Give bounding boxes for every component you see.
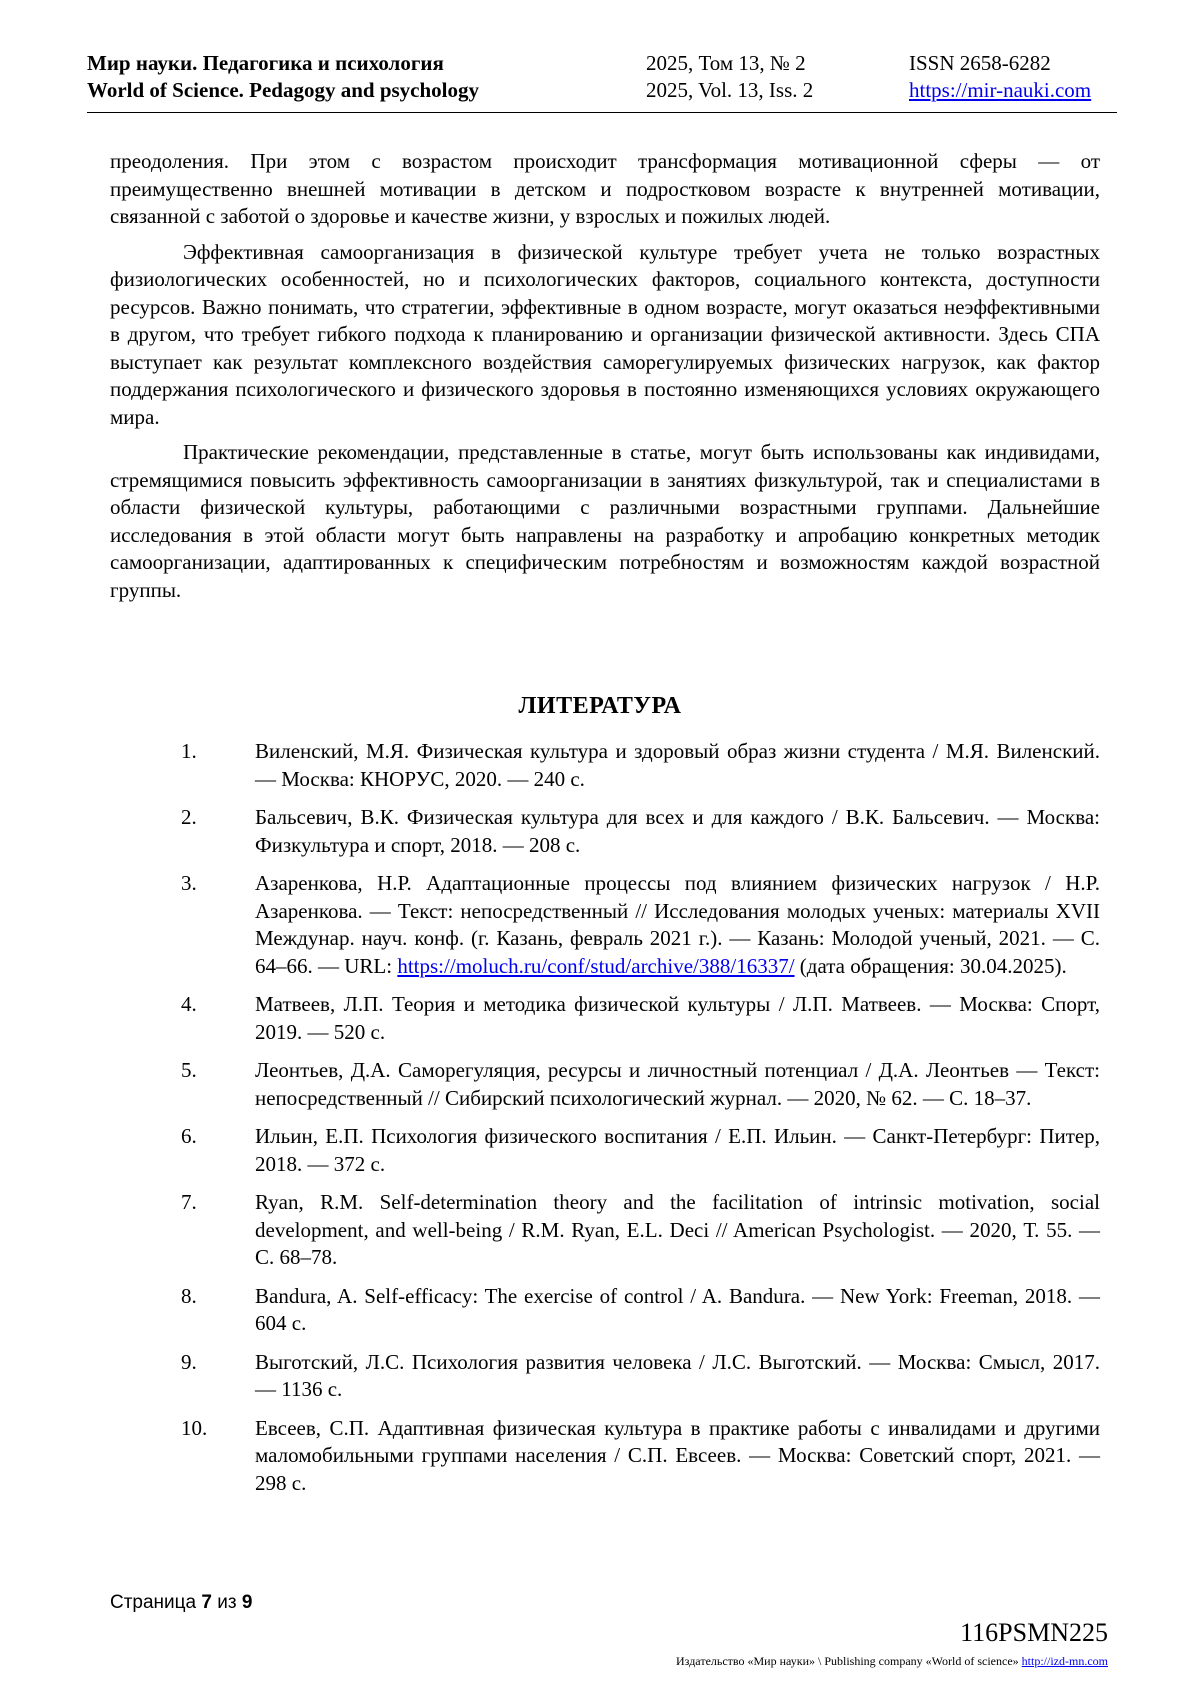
journal-title-en: World of Science. Pedagogy and psychology — [87, 78, 480, 102]
reference-item — [110, 991, 1100, 1046]
reference-item — [110, 1123, 1100, 1178]
publisher-text: Издательство «Мир науки» \ Publishing company «World of science» — [676, 1654, 1019, 1668]
issn-block — [909, 50, 1091, 104]
issn: ISSN 2658-6282 — [909, 51, 1051, 75]
reference-number: 7. — [181, 1190, 197, 1214]
reference-number: 5. — [181, 1058, 197, 1082]
page-of: из — [217, 1592, 237, 1613]
reference-item — [110, 1349, 1100, 1404]
reference-text: Выготский, Л.С. Психология развития человека / Л.С. Выготский. — Москва: Смысл, 2017. — 1136 с. — [255, 1349, 1100, 1401]
journal-title — [87, 50, 479, 104]
reference-item — [110, 1283, 1100, 1338]
reference-number: 6. — [181, 1124, 197, 1148]
journal-link[interactable]: https://mir-nauki.com — [909, 78, 1092, 102]
reference-link[interactable]: https://moluch.ru/conf/stud/archive/388/16337/ — [397, 953, 795, 978]
reference-text: Bandura, A. Self-efficacy: The exercise of control / A. Bandura. — New York: Freeman, 2018. — 604 с. — [255, 1283, 1100, 1335]
paragraph: преодоления. При этом с возрастом происходит трансформация мотивационной сферы — от преимущественно внешней мотивации в детском и подростковом возрасте к внутренней мотивации, связанной с заботой о здоровье и качестве жизни, у взрослых и пожилых людей. — [110, 149, 1100, 228]
reference-number: 1. — [181, 739, 197, 763]
reference-item — [110, 738, 1100, 793]
article-body — [110, 148, 1100, 612]
reference-item — [110, 1415, 1100, 1498]
reference-item — [110, 1189, 1100, 1272]
reference-text: Матвеев, Л.П. Теория и методика физической культуры / Л.П. Матвеев. — Москва: Спорт, 2019. — 520 с. — [255, 992, 1100, 1044]
reference-text-block — [255, 870, 1100, 980]
reference-number: 2. — [181, 805, 197, 829]
reference-text: Ryan, R.M. Self-determination theory and the facilitation of intrinsic motivation, social development, and well-being / R.M. Ryan, E.L. Deci // American Psychologist. — 2020, Т. 55. — С. 68–78. — [255, 1190, 1100, 1269]
reference-number: 3. — [181, 871, 197, 895]
reference-access-date: (дата обращения: 30.04.2025). — [794, 953, 1067, 978]
literature-heading: ЛИТЕРАТУРА — [518, 693, 682, 719]
reference-text: Виленский, М.Я. Физическая культура и здоровый образ жизни студента / М.Я. Виленский. — Москва: КНОРУС, 2020. — 240 с. — [255, 739, 1100, 791]
reference-text: Азаренкова, Н.Р. Адаптационные процессы под влиянием физических нагрузок / Н.Р. Азаренкова. — Текст: непосредственный // Исследования молодых ученых: материалы XVII Междунар. науч. конф. (г. Казань, февраль 2021 г.). — Казань: Молодой ученый, 2021. — С. 64–66. — URL: — [255, 871, 1100, 978]
reference-item — [110, 1057, 1100, 1112]
publisher-link[interactable]: http://izd-mn.com — [1021, 1654, 1108, 1668]
page-number — [110, 1592, 252, 1614]
journal-title-ru: Мир науки. Педагогика и психология — [87, 51, 444, 75]
reference-number: 4. — [181, 992, 197, 1016]
reference-text: Евсеев, С.П. Адаптивная физическая культура в практике работы с инвалидами и другими маломобильными группами населения / С.П. Евсеев. — Москва: Советский спорт, 2021. — 298 с. — [255, 1415, 1100, 1495]
publisher-line — [676, 1654, 1108, 1669]
page-label: Страница — [110, 1592, 197, 1613]
issue-info-en: 2025, Vol. 13, Iss. 2 — [646, 78, 814, 102]
page-current: 7 — [201, 1592, 212, 1613]
reference-number: 8. — [181, 1283, 197, 1308]
reference-number: 10. — [181, 1415, 208, 1440]
issue-info-ru: 2025, Том 13, № 2 — [646, 51, 806, 75]
issue-info — [646, 50, 813, 104]
paragraph: Практические рекомендации, представленные в статье, могут быть использованы как индивидами, стремящимися повысить эффективность самоорганизации в занятиях физкультурой, так и специалистами в области физической культуры, работающими с различными возрастными группами. Дальнейшие исследования в этой области могут быть направлены на разработку и апробацию конкретных методик самоорганизации, адаптированных к специфическим потребностям и возможностям каждой возрастной группы. — [110, 440, 1100, 602]
reference-item — [110, 870, 1100, 980]
paragraph: Эффективная самоорганизация в физической культуре требует учета не только возрастных физиологических особенностей, но и психологических факторов, социального контекста, доступности ресурсов. Важно понимать, что стратегии, эффективные в одном возрасте, могут оказаться неэффективными в другом, что требует гибкого подхода к планированию и организации физической активности. Здесь СПА выступает как результат комплексного воздействия саморегулируемых физических нагрузок, как фактор поддержания психологического и физического здоровья в постоянно изменяющихся условиях окружающего мира. — [110, 239, 1100, 429]
reference-text: Ильин, Е.П. Психология физического воспитания / Е.П. Ильин. — Санкт-Петербург: Питер, 2018. — 372 с. — [255, 1124, 1100, 1176]
reference-text: Бальсевич, В.К. Физическая культура для всех и для каждого / В.К. Бальсевич. — Москва: Физкультура и спорт, 2018. — 208 с. — [255, 805, 1100, 857]
page-header — [87, 50, 1117, 113]
page-total: 9 — [241, 1592, 253, 1613]
reference-number: 9. — [181, 1349, 197, 1374]
reference-list — [110, 738, 1100, 1508]
reference-text: Леонтьев, Д.А. Саморегуляция, ресурсы и личностный потенциал / Д.А. Леонтьев — Текст: непосредственный // Сибирский психологический журнал. — 2020, № 62. — С. 18–37. — [255, 1058, 1100, 1110]
reference-item — [110, 804, 1100, 859]
article-code: 116PSMN225 — [960, 1618, 1108, 1647]
